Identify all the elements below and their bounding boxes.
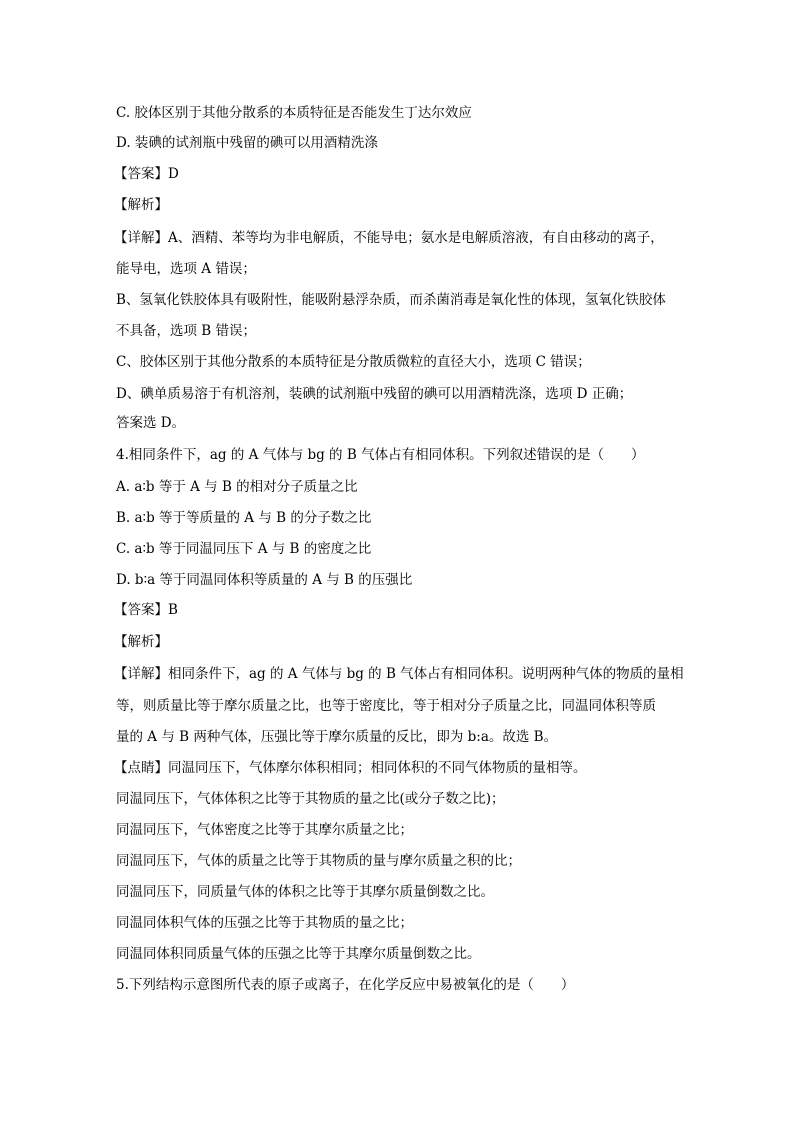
question-4-option-b: B. a∶b 等于等质量的 A 与 B 的分子数之比 bbox=[116, 510, 372, 526]
detail-line: C、胶体区别于其他分散系的本质特征是分散质微粒的直径大小，选项 C 错误； bbox=[116, 354, 591, 370]
answer-line: 【答案】D bbox=[114, 166, 179, 182]
question-4-option-d: D. b∶a 等于同温同体积等质量的 A 与 B 的压强比 bbox=[116, 572, 413, 588]
rule-line: 同温同体积同质量气体的压强之比等于其摩尔质量倒数之比。 bbox=[116, 946, 481, 962]
key-point-line: 【点睛】同温同压下，气体摩尔体积相同；相同体积的不同气体物质的量相等。 bbox=[114, 760, 587, 776]
rule-line: 同温同体积气体的压强之比等于其物质的量之比； bbox=[116, 915, 413, 931]
detail-line: 量的 A 与 B 两种气体，压强比等于摩尔质量的反比，即为 b:a。故选 B。 bbox=[116, 729, 558, 745]
answer-line: 【答案】B bbox=[114, 602, 178, 618]
option-c-line: C. 胶体区别于其他分散系的本质特征是否能发生丁达尔效应 bbox=[116, 105, 472, 121]
detail-line: 等，则质量比等于摩尔质量之比，也等于密度比，等于相对分子质量之比，同温同体积等质 bbox=[116, 698, 656, 714]
detail-line: 【详解】相同条件下，ag 的 A 气体与 bg 的 B 气体占有相同体积。说明两种气体的物质的量相 bbox=[114, 666, 684, 682]
detail-line: 不具备，选项 B 错误； bbox=[116, 323, 257, 339]
rule-line: 同温同压下，气体体积之比等于其物质的量之比(或分子数之比)； bbox=[116, 791, 505, 807]
analysis-heading: 【解析】 bbox=[114, 634, 168, 650]
rule-line: 同温同压下，气体密度之比等于其摩尔质量之比； bbox=[116, 822, 413, 838]
question-5: 5.下列结构示意图所代表的原子或离子，在化学反应中易被氧化的是（ ） bbox=[116, 977, 575, 993]
detail-line: B、氢氧化铁胶体具有吸附性，能吸附悬浮杂质，而杀菌消毒是氧化性的体现，氢氧化铁胶体 bbox=[116, 292, 666, 308]
detail-line: D、碘单质易溶于有机溶剂，装碘的试剂瓶中残留的碘可以用酒精洗涤，选项 D 正确； bbox=[116, 386, 633, 402]
question-4: 4.相同条件下，ag 的 A 气体与 bg 的 B 气体占有相同体积。下列叙述错误的是（ ） bbox=[116, 447, 645, 463]
detail-line: 【详解】A、酒精、苯等均为非电解质，不能导电；氨水是电解质溶液，有自由移动的离子， bbox=[114, 230, 664, 246]
analysis-heading: 【解析】 bbox=[114, 197, 168, 213]
question-4-option-a: A. a∶b 等于 A 与 B 的相对分子质量之比 bbox=[116, 479, 358, 495]
rule-line: 同温同压下，气体的质量之比等于其物质的量与摩尔质量之积的比； bbox=[116, 853, 521, 869]
option-d-line: D. 装碘的试剂瓶中残留的碘可以用酒精洗涤 bbox=[116, 135, 378, 151]
question-4-option-c: C. a∶b 等于同温同压下 A 与 B 的密度之比 bbox=[116, 541, 372, 557]
conclusion-line: 答案选 D。 bbox=[116, 415, 186, 431]
detail-line: 能导电，选项 A 错误； bbox=[116, 261, 256, 277]
rule-line: 同温同压下，同质量气体的体积之比等于其摩尔质量倒数之比。 bbox=[116, 884, 494, 900]
